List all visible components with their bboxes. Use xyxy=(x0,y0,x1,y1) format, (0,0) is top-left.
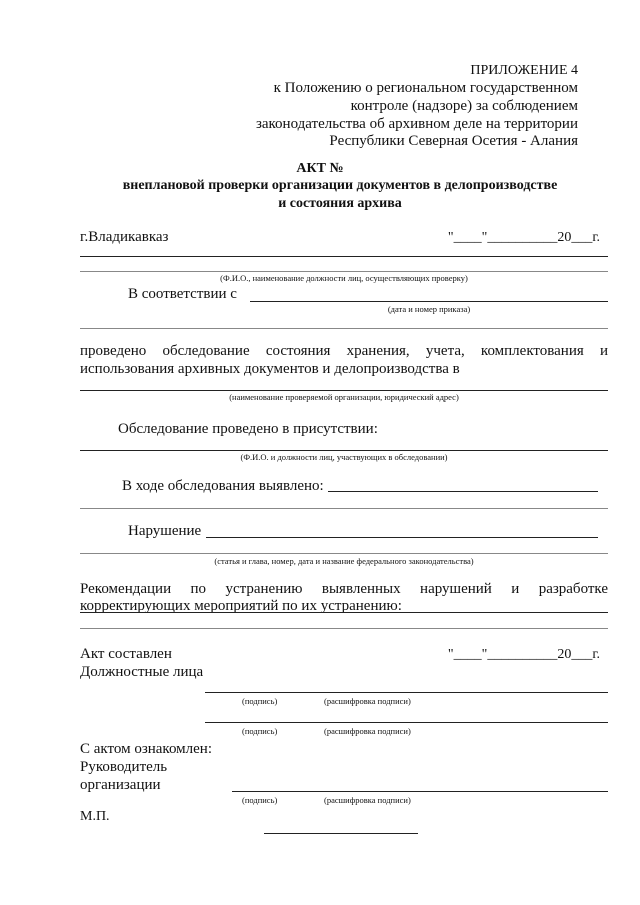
sign-caption-3: (подпись) xyxy=(242,795,278,805)
violation-label: Нарушение xyxy=(128,523,202,539)
surveyed-text-2: использования архивных документов и делопроизводства в xyxy=(80,361,460,377)
presence-label: Обследование проведено в присутствии: xyxy=(118,421,378,437)
surveyed-text-1: проведено обследование состояния хранения, учета, комплектования и xyxy=(80,343,608,359)
decode-caption-1: (расшифровка подписи) xyxy=(324,696,411,706)
revealed-label: В ходе обследования выявлено: xyxy=(122,478,324,494)
officials-label: Должностные лица xyxy=(80,664,204,680)
sign-caption-2: (подпись) xyxy=(242,726,278,736)
revealed-line[interactable] xyxy=(328,491,598,492)
acquainted-label: С актом ознакомлен: xyxy=(80,741,212,757)
seal-label: М.П. xyxy=(80,809,110,824)
act-subtitle-2: и состояния архива xyxy=(278,196,402,211)
final-line[interactable] xyxy=(264,833,418,834)
participants-caption: (Ф.И.О. и должности лиц, участвующих в обследовании) xyxy=(240,452,448,462)
signature-date-field[interactable]: "____"__________20___г. xyxy=(447,647,600,662)
head-label-1: Руководитель xyxy=(80,759,168,775)
act-subtitle-1: внеплановой проверки организации документов в делопроизводстве xyxy=(122,178,558,193)
inspectors-line-2[interactable] xyxy=(80,271,608,272)
official-signature-line-1[interactable] xyxy=(205,692,608,693)
act-date-field[interactable]: "____"__________20___г. xyxy=(447,230,600,245)
recommendations-line-1[interactable] xyxy=(80,612,608,613)
recommendations-text-2: корректирующих мероприятий по их устранению: xyxy=(80,598,402,614)
order-caption: (дата и номер приказа) xyxy=(387,304,471,314)
city-label: г.Владикавказ xyxy=(80,229,169,245)
order-line[interactable] xyxy=(250,301,608,302)
official-signature-line-2[interactable] xyxy=(205,722,608,723)
organization-line[interactable] xyxy=(80,390,608,391)
decode-caption-2: (расшифровка подписи) xyxy=(324,726,411,736)
revealed-line-2[interactable] xyxy=(80,508,608,509)
head-label-2: организации xyxy=(80,777,161,793)
appendix-line-3: законодательства об архивном деле на территории xyxy=(255,116,578,132)
violation-line-2[interactable] xyxy=(80,553,608,554)
recommendations-text-1: Рекомендации по устранению выявленных нарушений и разработке xyxy=(80,581,608,597)
appendix-line-1: к Положению о региональном государственном xyxy=(273,80,578,96)
organization-caption: (наименование проверяемой организации, юридический адрес) xyxy=(229,392,459,402)
recommendations-line-2[interactable] xyxy=(80,628,608,629)
participants-line[interactable] xyxy=(80,450,608,451)
inspectors-line-1[interactable] xyxy=(80,256,608,257)
decode-caption-3: (расшифровка подписи) xyxy=(324,795,411,805)
order-line-2[interactable] xyxy=(80,328,608,329)
inspectors-caption: (Ф.И.О., наименование должности лиц, осуществляющих проверку) xyxy=(220,273,468,283)
law-caption: (статья и глава, номер, дата и название федерального законодательства) xyxy=(214,556,474,566)
appendix-line-2: контроле (надзоре) за соблюдением xyxy=(350,98,578,114)
head-signature-line[interactable] xyxy=(232,791,608,792)
pursuant-label: В соответствии с xyxy=(128,286,237,302)
act-title: АКТ № xyxy=(296,161,344,176)
act-drawn-label: Акт составлен xyxy=(80,646,172,662)
appendix-label: ПРИЛОЖЕНИЕ 4 xyxy=(470,63,578,78)
appendix-line-4: Республики Северная Осетия - Алания xyxy=(329,133,578,149)
sign-caption-1: (подпись) xyxy=(242,696,278,706)
violation-line[interactable] xyxy=(206,537,598,538)
